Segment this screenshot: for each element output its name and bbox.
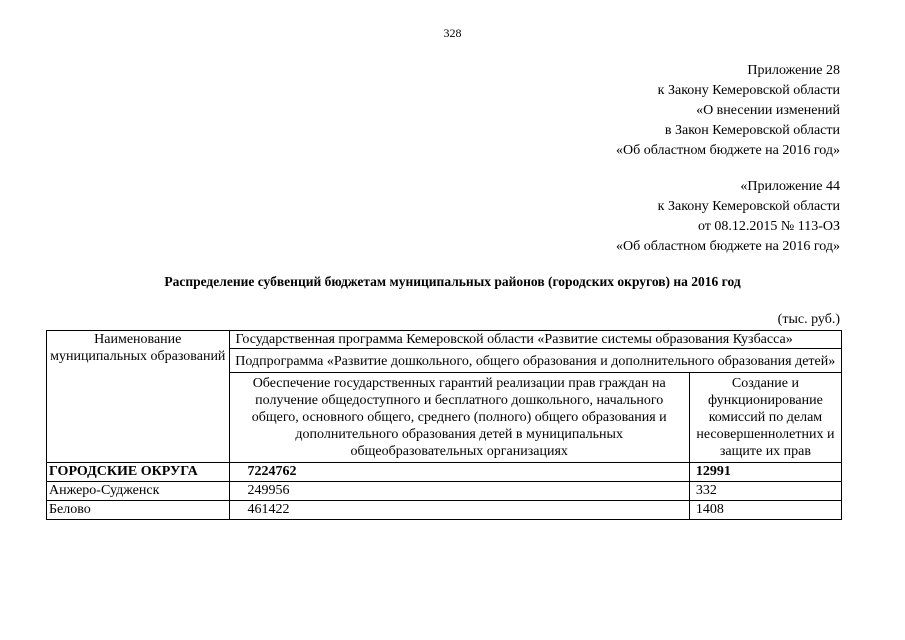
- row-name: Анжеро-Судженск: [47, 482, 230, 501]
- appendix-line: в Закон Кемеровской области: [664, 123, 840, 138]
- row-value-guarantees: 249956: [229, 482, 689, 501]
- header-municipality: Наименование муниципальных образований: [47, 331, 230, 463]
- appendix-line: от 08.12.2015 № 113-ОЗ: [697, 219, 840, 234]
- header-commissions: Создание и функционирование комиссий по делам несовершеннолетних и защите их прав: [689, 373, 841, 463]
- appendix-current-block: [616, 61, 840, 161]
- row-name: Белово: [47, 501, 230, 520]
- document-title: Распределение субвенций бюджетам муниципальных районов (городских округов) на 2016 год: [164, 274, 741, 289]
- appendix-line: «Приложение 44: [740, 179, 840, 194]
- header-guarantees: Обеспечение государственных гарантий реализации прав граждан на получение общедоступного и бесплатного дошкольного, начального общего, основного общего, среднего (полного) общего образования и дополнительного образования детей в муниципальных общеобразовательных организациях: [229, 373, 689, 463]
- header-row-program: [47, 331, 842, 349]
- row-value-commissions: 12991: [689, 463, 841, 482]
- appendix-line: к Закону Кемеровской области: [657, 199, 840, 214]
- row-value-commissions: 1408: [689, 501, 841, 520]
- row-value-guarantees: 461422: [229, 501, 689, 520]
- page-number: 328: [443, 26, 462, 40]
- table-row: [47, 482, 842, 501]
- units-label: (тыс. руб.): [777, 312, 840, 327]
- row-name: ГОРОДСКИЕ ОКРУГА: [47, 463, 230, 482]
- subventions-table: [46, 330, 842, 520]
- appendix-original-block: [616, 177, 840, 257]
- table-row: [47, 463, 842, 482]
- table-row: [47, 501, 842, 520]
- header-subprogram: Подпрограмма «Развитие дошкольного, общего образования и дополнительного образования детей»: [229, 349, 841, 373]
- appendix-line: «Об областном бюджете на 2016 год»: [616, 143, 840, 158]
- appendix-line: «Об областном бюджете на 2016 год»: [616, 239, 840, 254]
- appendix-line: к Закону Кемеровской области: [657, 83, 840, 98]
- row-value-guarantees: 7224762: [229, 463, 689, 482]
- appendix-line: Приложение 28: [747, 63, 840, 78]
- appendix-line: «О внесении изменений: [696, 103, 840, 118]
- row-value-commissions: 332: [689, 482, 841, 501]
- header-program: Государственная программа Кемеровской области «Развитие системы образования Кузбасса»: [229, 331, 841, 349]
